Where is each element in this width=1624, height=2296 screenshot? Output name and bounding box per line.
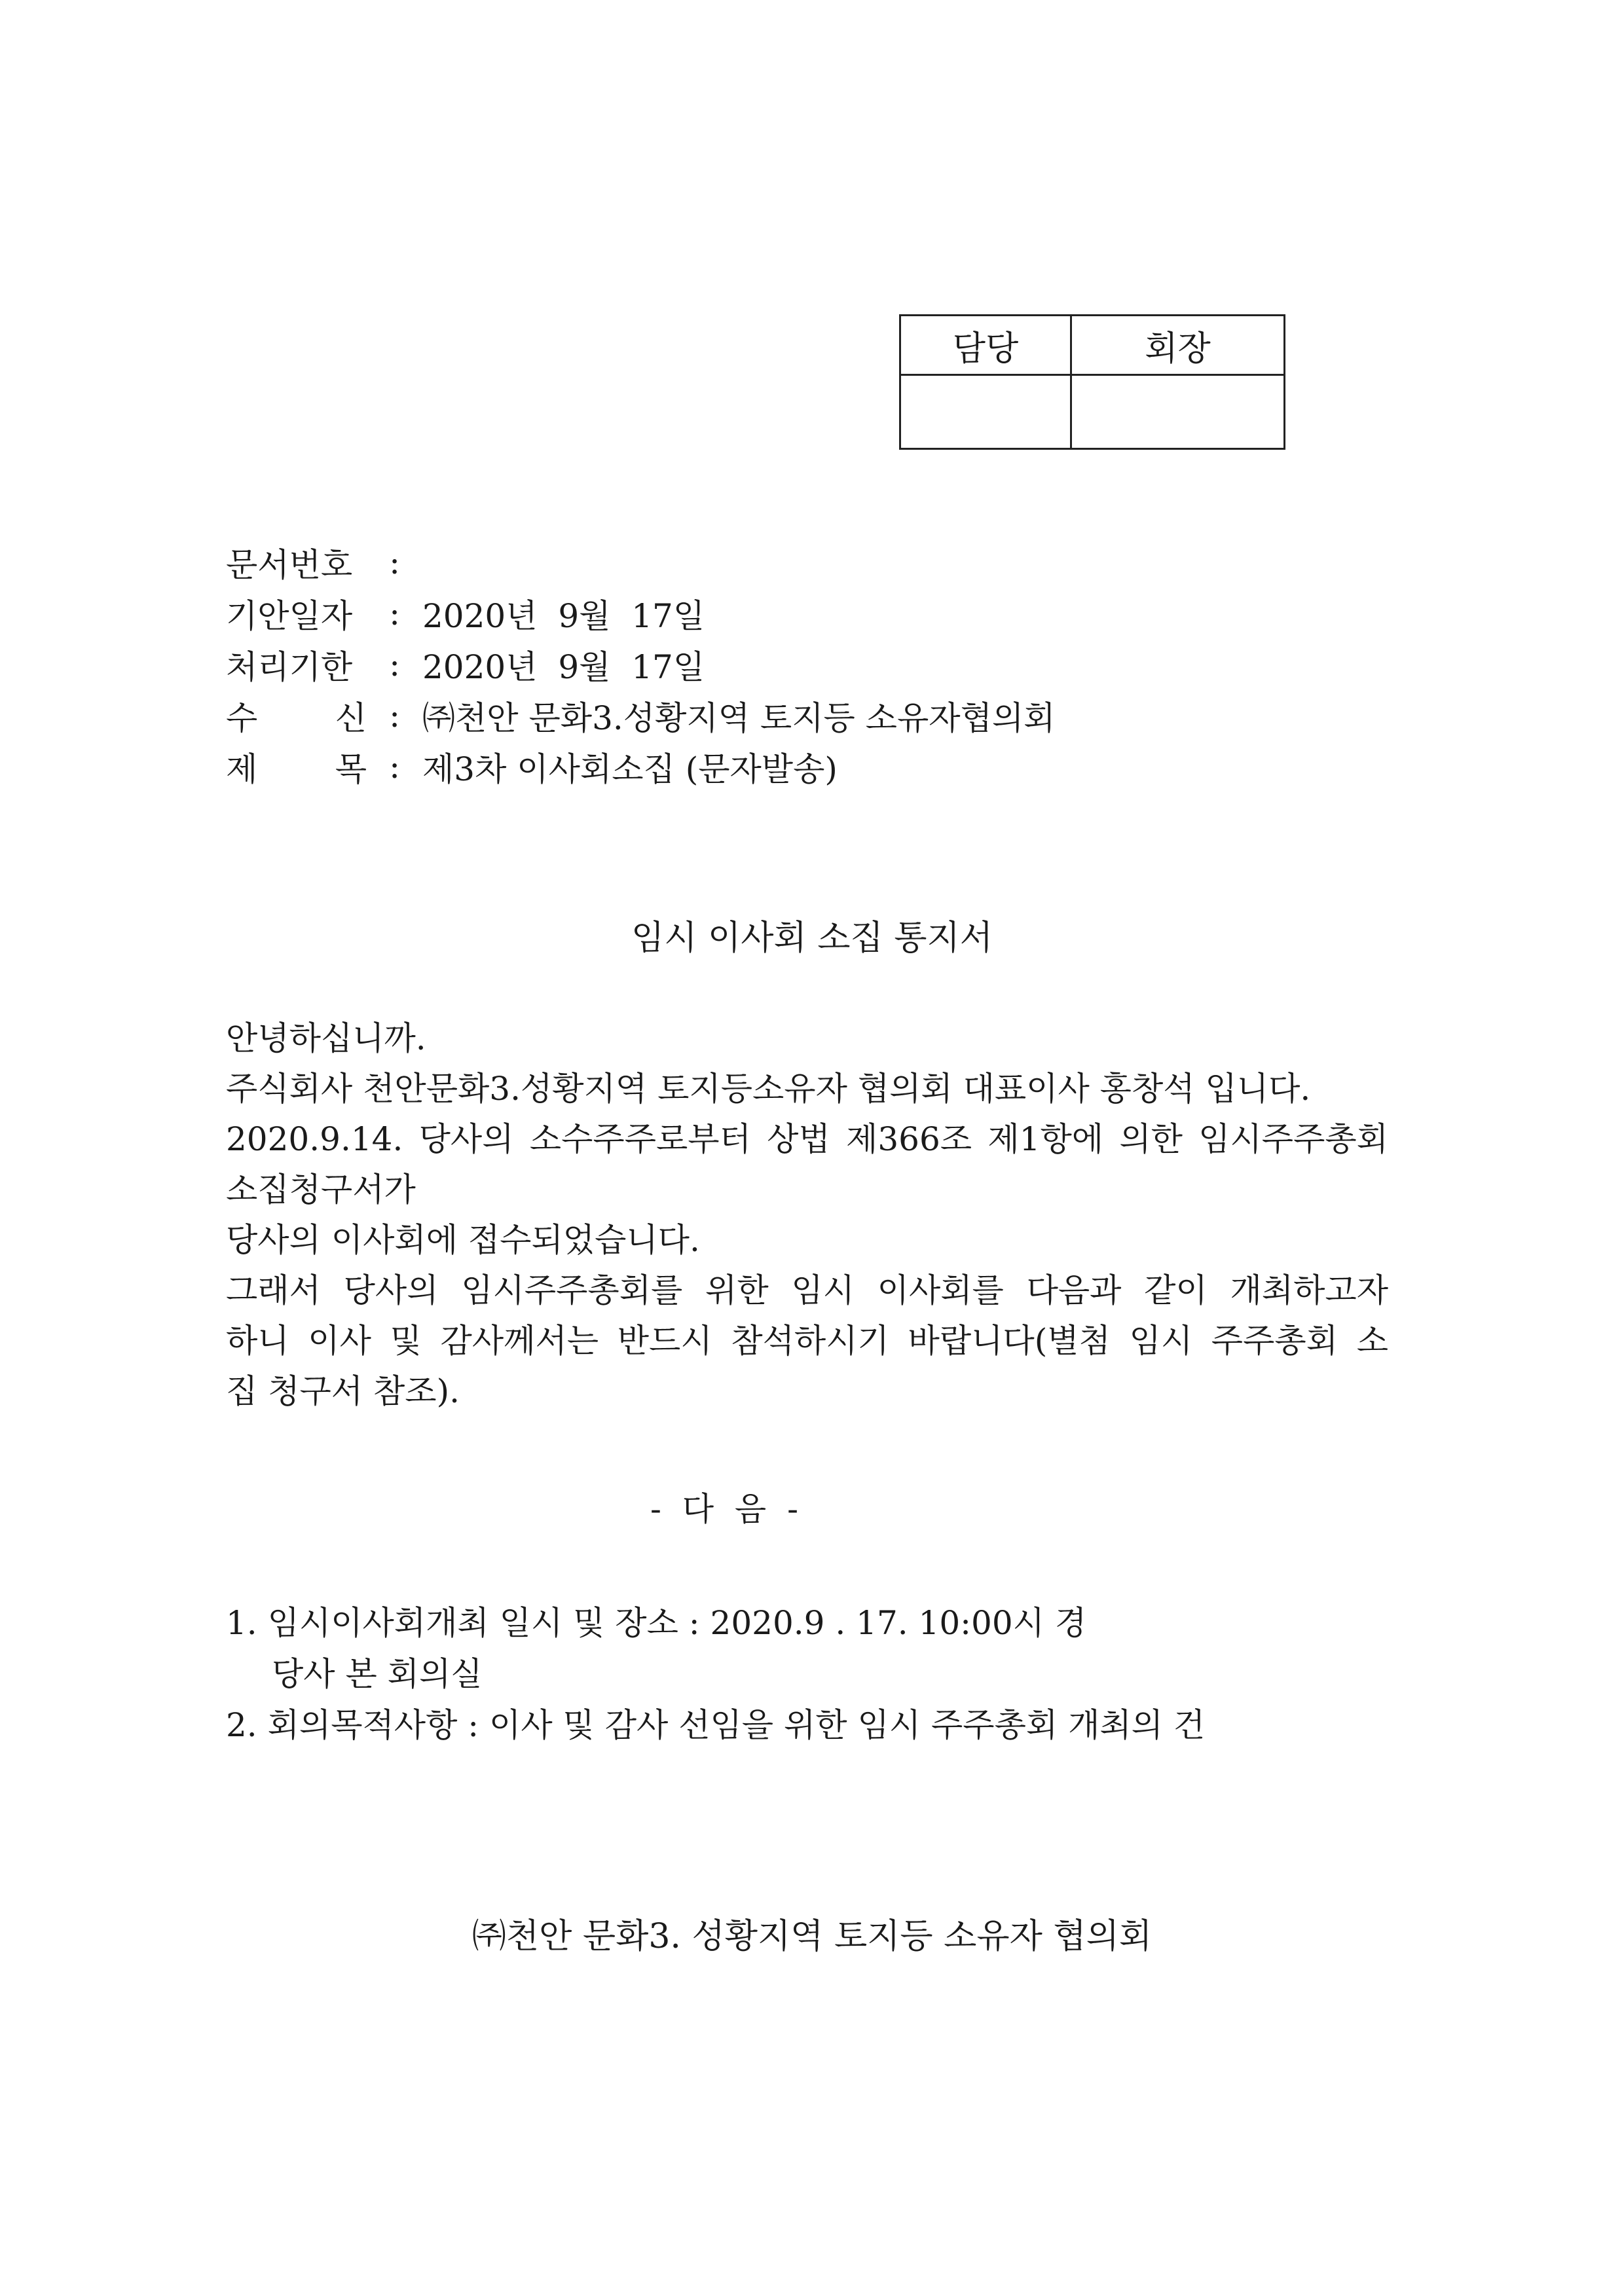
meta-value: 2020년 9월 17일 (422, 597, 705, 635)
body-line: 소집청구서가 (226, 1171, 416, 1209)
agenda-item-1: 1. 임시이사회개최 일시 및 장소 : 2020.9 . 17. 10:00시 경 (226, 1604, 1087, 1642)
meta-row-doc-number: 문서번호 : (226, 537, 1056, 588)
approval-stamp-table (899, 314, 1285, 450)
meta-label: 처리기한 (226, 648, 353, 686)
agenda-item-2: 2. 회의목적사항 : 이사 및 감사 선임을 위한 임시 주주총회 개최의 건 (226, 1706, 1206, 1744)
approval-signature-chairman (1071, 375, 1285, 449)
meta-label: 문서번호 (226, 546, 353, 584)
issuer-name: ㈜천안 문화3. 성황지역 토지등 소유자 협의회 (471, 1917, 1153, 1956)
notice-title: 임시 이사회 소집 통지서 (631, 919, 993, 958)
body-greeting: 안녕하십니까. (226, 1019, 426, 1057)
body-line: 주식회사 천안문화3.성황지역 토지등소유자 협의회 대표이사 홍창석 입니다. (226, 1070, 1311, 1108)
body-line: 2020.9.14. 당사의 소수주주로부터 상법 제366조 제1항에 의한 임시주주총회 (226, 1120, 1388, 1158)
meta-row-deadline: 처리기한 : 2020년 9월 17일 (226, 639, 1056, 690)
meta-label: 제 목 (226, 750, 367, 788)
body-line: 그래서 당사의 임시주주총회를 위한 임시 이사회를 다음과 같이 개최하고자 (226, 1271, 1388, 1309)
approval-header-manager: 담당 (900, 316, 1071, 375)
meta-row-draft-date: 기안일자 : 2020년 9월 17일 (226, 588, 1056, 639)
meta-label: 기안일자 (226, 597, 353, 635)
agenda-item-1-location: 당사 본 회의실 (272, 1655, 483, 1693)
meta-row-subject: 제 목 : 제3차 이사회소집 (문자발송) (226, 741, 1056, 792)
notice-body (226, 1013, 1388, 1417)
body-line: 당사의 이사회에 접수되었습니다. (226, 1221, 700, 1259)
meta-label: 수 신 (226, 699, 367, 737)
meta-value: 2020년 9월 17일 (422, 648, 705, 686)
approval-header-chairman: 회장 (1071, 316, 1285, 375)
agenda-items (226, 1597, 1205, 1751)
body-line: 집 청구서 참조). (226, 1372, 460, 1410)
meta-value: 제3차 이사회소집 (문자발송) (422, 750, 838, 788)
approval-signature-manager (900, 375, 1071, 449)
body-line: 하니 이사 및 감사께서는 반드시 참석하시기 바랍니다(별첨 임시 주주총회 소 (226, 1322, 1388, 1360)
document-meta (226, 537, 1056, 792)
meta-row-recipient: 수 신 : ㈜천안 문화3.성황지역 토지등 소유자협의회 (226, 690, 1056, 741)
next-heading: - 다 음 - (650, 1490, 804, 1528)
meta-value: ㈜천안 문화3.성황지역 토지등 소유자협의회 (422, 699, 1056, 737)
